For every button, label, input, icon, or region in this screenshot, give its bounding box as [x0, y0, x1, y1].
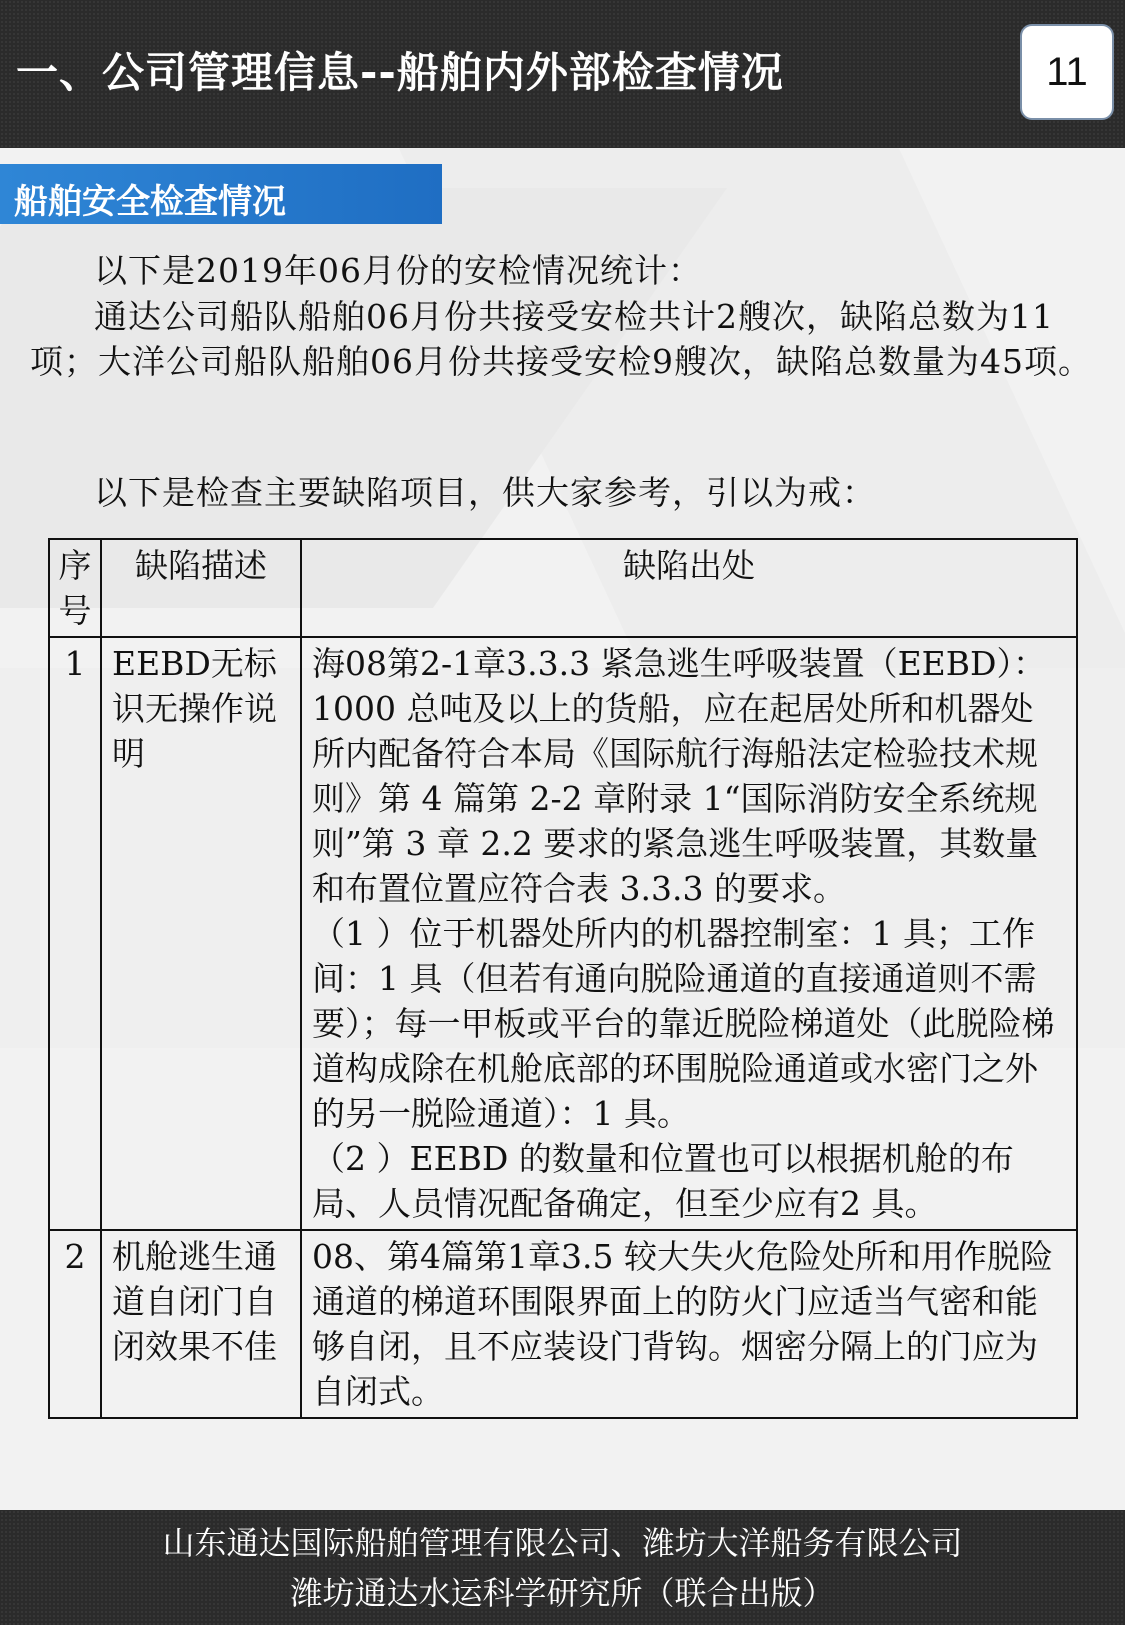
table-row [49, 1230, 1077, 1418]
footer-publisher: 山东通达国际船舶管理有限公司、潍坊大洋船务有限公司 [162, 1524, 963, 1562]
source-main-text: 海08第2-1章3.3.3 紧急逃生呼吸装置（EEBD）：1000 总吨及以上的货船，应在起居处所和机器处所内配备符合本局《国际航行海船法定检验技术规则》第 4 篇第 2-2 章附录 1“国际消防安全系统规则”第 3 章 2.2 要求的紧急逃生呼吸装置，其数量和布置位置应符合表 3.3.3 的要求。 [312, 644, 1046, 908]
table-row [49, 637, 1077, 1230]
header-source: 缺陷出处 [301, 539, 1077, 637]
page-number-badge: 11 [1020, 24, 1114, 120]
intro-summary: 通达公司船队船舶06月份共接受安检共计2艘次，缺陷总数为11项；大洋公司船队船舶06月份共接受安检9艘次，缺陷总数量为45项。 [30, 297, 1092, 381]
header-no: 序号 [49, 539, 101, 637]
footer-institute: 潍坊通达水运科学研究所（联合出版） [290, 1574, 835, 1612]
row-source [301, 1230, 1077, 1418]
source-item-2: （2 ）EEBD 的数量和位置也可以根据机舱的布局、人员情况配备确定，但至少应有2 具。 [312, 1139, 1014, 1223]
row-no: 1 [49, 637, 101, 1230]
header-description: 缺陷描述 [101, 539, 301, 637]
section-heading [0, 164, 442, 224]
page-header [0, 0, 1125, 148]
source-main-text: 08、第4篇第1章3.5 较大失火危险处所和用作脱险通道的梯道环围限界面上的防火门应适当气密和能够自闭，且不应装设门背钩。烟密分隔上的门应为自闭式。 [312, 1237, 1053, 1411]
intro-line-3: 以下是检查主要缺陷项目，供大家参考，引以为戒： [94, 473, 876, 512]
source-item-1: （1 ）位于机器处所内的机器控制室：1 具；工作间：1 具（但若有通向脱险通道的直接通道则不需要）；每一甲板或平台的靠近脱险梯道处（此脱险梯道构成除在机舱底部的环围脱险通道或水密门之外的另一脱险通道）：1 具。 [312, 914, 1055, 1133]
table-header-row [49, 539, 1077, 637]
page-title: 一、公司管理信息--船舶内外部检查情况 [16, 48, 784, 97]
section-title: 船舶安全检查情况 [14, 182, 286, 222]
row-source [301, 637, 1077, 1230]
row-description: EEBD无标识无操作说明 [101, 637, 301, 1230]
page-footer [0, 1510, 1125, 1625]
intro-line-1: 以下是2019年06月份的安检情况统计： [94, 251, 702, 290]
row-description: 机舱逃生通道自闭门自闭效果不佳 [101, 1230, 301, 1418]
defects-table [48, 538, 1078, 1419]
row-no: 2 [49, 1230, 101, 1418]
